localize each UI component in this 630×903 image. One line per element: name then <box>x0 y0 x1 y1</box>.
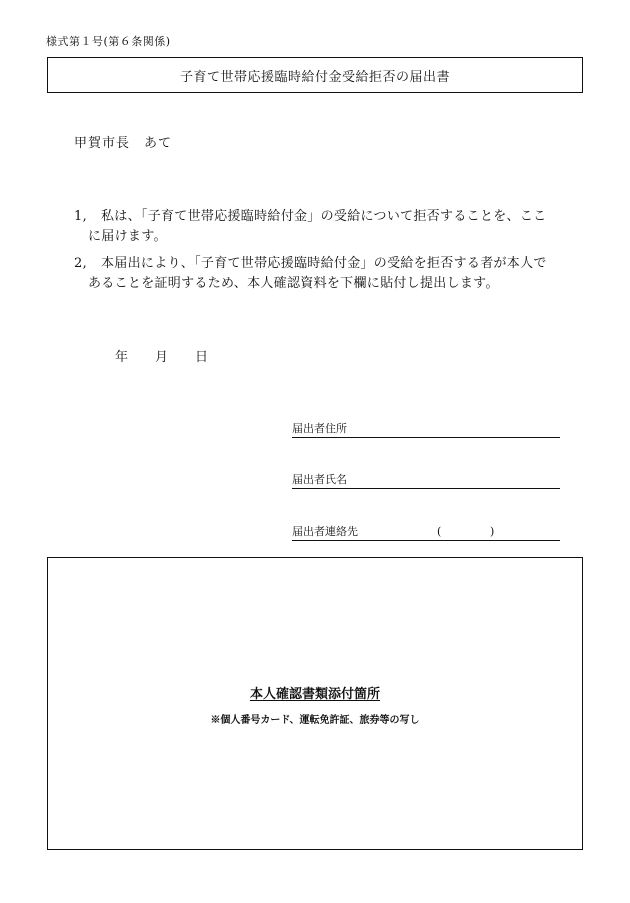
clause-number: 1, <box>74 209 88 224</box>
clause-text-line2: あることを証明するため、本人確認資料を下欄に貼付し提出します。 <box>88 276 499 291</box>
contact-label: 届出者連絡先 <box>292 525 358 538</box>
attachment-title-row <box>48 683 582 702</box>
document-title: 子育て世帯応援臨時給付金受給拒否の届出書 <box>179 69 450 85</box>
address-field[interactable] <box>292 421 560 438</box>
address-label: 届出者住所 <box>292 422 347 435</box>
contact-paren-open: ( <box>437 525 442 538</box>
clause-number: 2, <box>74 256 88 271</box>
clause-text-line2: に届けます。 <box>88 229 167 244</box>
name-field[interactable] <box>292 472 560 489</box>
attachment-title: 本人確認書類添付箇所 <box>249 687 380 702</box>
date-year-label: 年 <box>115 350 129 365</box>
clause-1 <box>74 207 554 247</box>
date-day-label: 日 <box>195 350 209 365</box>
contact-field[interactable] <box>292 524 560 541</box>
attachment-box <box>47 557 583 850</box>
clause-text-line1: 本届出により、「子育て世帯応援臨時給付金」の受給を拒否する者が本人で <box>101 256 547 271</box>
attachment-note: ※個人番号カード、運転免許証、旅券等の写し <box>210 715 420 726</box>
document-title-box <box>47 57 583 93</box>
clause-2 <box>74 254 554 294</box>
name-label: 届出者氏名 <box>292 473 347 486</box>
clause-text-line1: 私は、「子育て世帯応援臨時給付金」の受給について拒否することを、ここ <box>101 209 547 224</box>
addressee: 甲賀市長 あて <box>74 136 173 151</box>
date-month-label: 月 <box>155 350 169 365</box>
contact-paren-close: ) <box>490 525 495 538</box>
date-row <box>115 346 208 365</box>
form-number: 様式第１号(第６条関係) <box>46 35 171 48</box>
